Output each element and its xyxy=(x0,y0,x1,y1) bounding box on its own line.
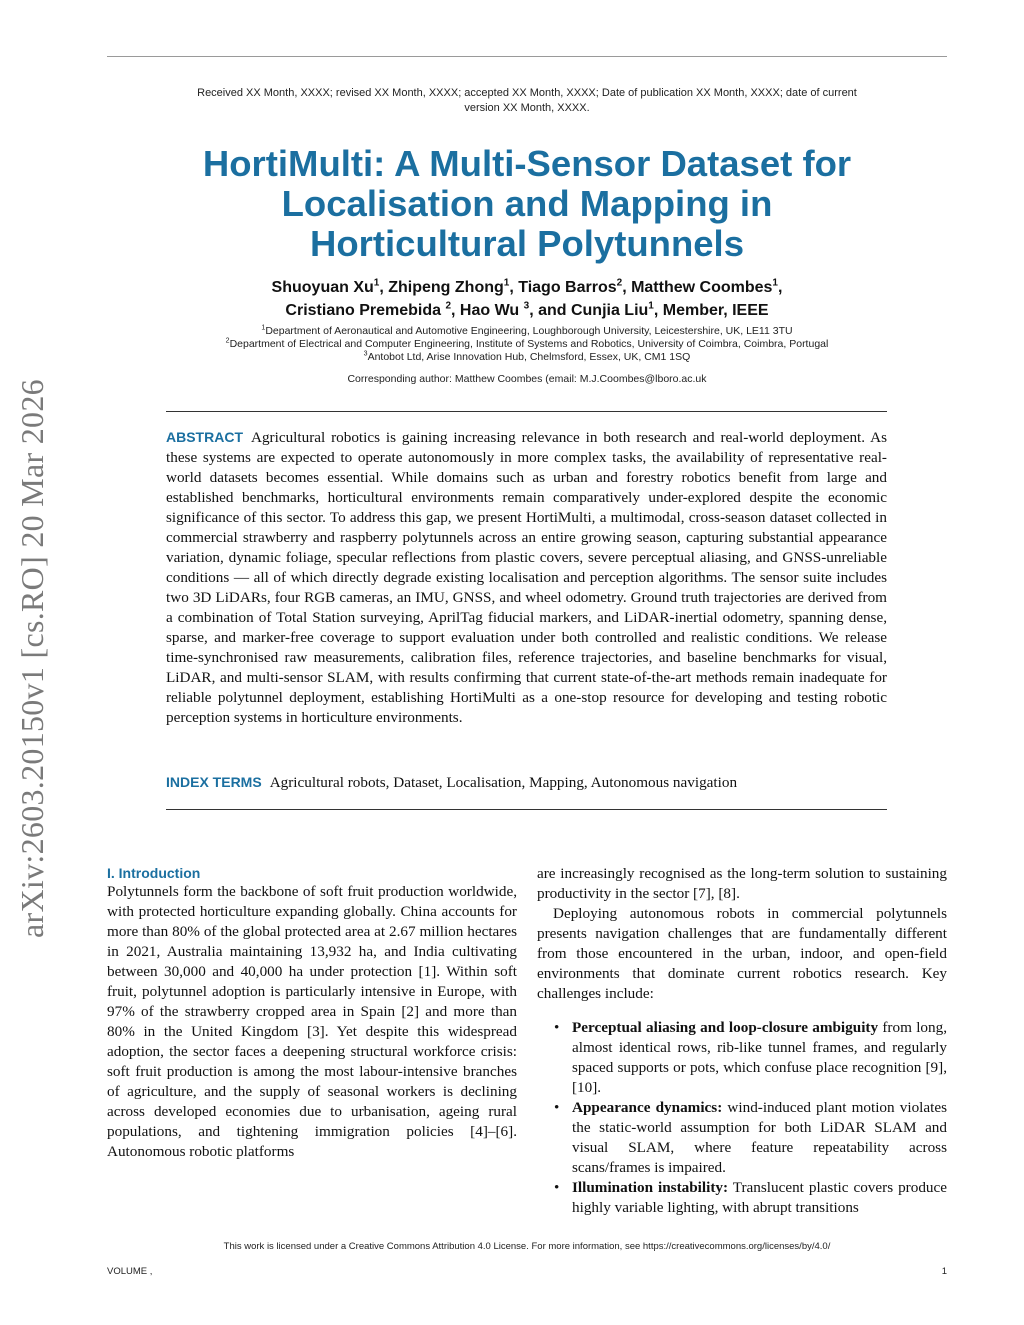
list-item-title: Appearance dynamics: xyxy=(572,1099,723,1116)
affiliation-3: $^3$Antobot Ltd, Arise Innovation Hub, Chelmsford, Essex, UK, CM1 1SQ xyxy=(363,350,691,363)
author-name: Cristiano Premebida xyxy=(285,302,446,319)
author-affiliation-mark: 1 xyxy=(503,277,510,289)
affiliations xyxy=(150,325,904,364)
author-affiliation-mark: 2 xyxy=(616,277,623,289)
author-name: Matthew Coombes xyxy=(631,279,773,296)
received-dates: Received XX Month, XXXX; revised XX Month, XXXX; accepted XX Month, XXXX; Date of publication XX Month, XXXX; date of current version XX Month, XXXX. xyxy=(197,87,857,114)
author-affiliation-mark: 1 xyxy=(648,300,654,312)
page-number: 1 xyxy=(941,1266,947,1277)
paper-title xyxy=(130,144,924,264)
challenge-list xyxy=(537,1018,947,1218)
affiliation-2: $^2$Department of Electrical and Computer Engineering, Institute of Systems and Robotics, University of Coimbra, Coimbra, Portugal xyxy=(225,337,829,350)
list-item-text: Translucent plastic covers produce highly variable lighting, with abrupt transitions xyxy=(572,1179,947,1216)
index-terms-text: Agricultural robots, Dataset, Localisation, Mapping, Autonomous navigation xyxy=(269,774,738,791)
abstract-bottom-rule xyxy=(166,809,887,810)
license-notice: This work is licensed under a Creative Commons Attribution 4.0 License. For more information, see https://creativecommons.org/licenses/by/4.0/ xyxy=(223,1241,831,1252)
intro-paragraph-2: Deploying autonomous robots in commercial polytunnels presents navigation challenges that are fundamentally different from those encountered in the urban, indoor, and open-field environments that dominate current robotics research. Key challenges include: xyxy=(537,905,947,1002)
author-affiliation-mark: 2 xyxy=(445,300,452,312)
right-column xyxy=(537,864,947,1218)
author-affiliation-mark: 3 xyxy=(523,300,530,312)
abstract-text: Agricultural robotics is gaining increasing relevance in both research and real-world deployment. As these systems are expected to operate autonomously in more complex tasks, the availability of representative real-world datasets becomes essential. While domains such as urban and forestry robotics benefit from large and established benchmarks, horticultural environments remain comparatively under-explored despite the economic significance of this sector. To address this gap, we present HortiMulti, a multimodal, cross-season dataset collected in commercial strawberry and raspberry polytunnels across an entire growing season, capturing substantial appearance variation, dynamic foliage, specular reflections from plastic covers, severe perceptual aliasing, and GNSS-unreliable conditions — all of which directly degrade existing localisation and perception algorithms. The sensor suite includes two 3D LiDARs, four RGB cameras, an IMU, GNSS, and wheel odometry. Ground truth trajectories are derived from a combination of Total Station surveying, AprilTag fiducial markers, and LiDAR-inertial odometry, spanning dense, sparse, and marker-free coverage to support evaluation under both controlled and realistic conditions. We release time-synchronised raw measurements, calibration files, reference trajectories, and baseline benchmarks for visual, LiDAR, and multi-sensor SLAM, with results confirming that current state-of-the-art methods remain inadequate for reliable polytunnel deployment, establishing HortiMulti as a one-stop resource for developing and testing robotic perception systems in horticulture environments. xyxy=(166,429,887,726)
list-item xyxy=(537,1098,947,1178)
corresponding-author: Corresponding author: Matthew Coombes (email: M.J.Coombes@lboro.ac.uk xyxy=(347,373,707,385)
abstract-top-rule xyxy=(166,411,887,412)
list-item-text: from long, almost identical rows, rib-like tunnel frames, and regularly spaced supports or pots, which confuse place recognition [9], [10]. xyxy=(572,1019,947,1096)
author-name: Shuoyuan Xu xyxy=(271,279,374,296)
author-line-2: Cristiano Premebida $^2$, Hao Wu $^3$, and Cunjia Liu$^1$, Member, IEEE xyxy=(285,300,769,319)
title-line-3: Horticultural Polytunnels xyxy=(310,223,744,264)
bullet-icon: • xyxy=(554,1099,560,1116)
author-line-1: Shuoyuan Xu$^1$, Zhipeng Zhong$^1$, Tiago Barros$^2$, Matthew Coombes$^1$, xyxy=(271,277,783,296)
author-list xyxy=(150,276,904,322)
left-column xyxy=(107,864,517,1162)
intro-paragraph-1: Polytunnels form the backbone of soft fruit production worldwide, with protected horticulture expanding globally. China accounts for more than 80% of the global protected area at 2.67 million hectares in 2021, Australia maintaining 13,932 ha, and India cultivating between 30,000 and 40,000 ha under protection [1]. Within soft fruit, polytunnel adoption is particularly intensive in Europe, with 97% of the strawberry cropped area in Spain [2] and more than 80% in the United Kingdom [3]. Yet despite this widespread adoption, the sector faces a deepening structural workforce crisis: soft fruit production is among the most labour-intensive branches of agriculture, and the supply of seasonal workers is declining across developed economies due to urbanisation, ageing rural populations, and tightening immigration policies [4]–[6]. Autonomous robotic platforms xyxy=(107,883,517,1160)
list-item-title: Illumination instability: xyxy=(572,1179,729,1196)
index-terms-label: INDEX TERMS xyxy=(166,774,262,790)
author-affiliation-mark: 1 xyxy=(772,277,778,289)
list-item xyxy=(537,1018,947,1098)
title-line-1: HortiMulti: A Multi-Sensor Dataset for xyxy=(202,143,852,184)
list-item xyxy=(537,1178,947,1218)
bullet-icon: • xyxy=(554,1019,560,1036)
section-heading: I. Introduction xyxy=(107,865,201,881)
list-item-text: wind-induced plant motion violates the static-world assumption for both LiDAR SLAM and visual SLAM, where feature repeatability across scans/frames is impaired. xyxy=(572,1099,947,1176)
author-name: Zhipeng Zhong xyxy=(388,279,504,296)
intro-paragraph-1-continued: are increasingly recognised as the long-term solution to sustaining productivity in the sector [7], [8]. xyxy=(537,865,947,902)
title-line-2: Localisation and Mapping in xyxy=(281,183,773,224)
author-affiliation-mark: 1 xyxy=(373,277,380,289)
volume-label: VOLUME , xyxy=(107,1266,153,1277)
abstract-label: ABSTRACT xyxy=(166,429,243,445)
author-name: Cunjia Liu xyxy=(570,302,649,319)
arxiv-stamp xyxy=(2,357,62,959)
list-item-title: Perceptual aliasing and loop-closure ambiguity xyxy=(572,1019,879,1036)
author-name: Hao Wu xyxy=(459,302,524,319)
author-name: Tiago Barros xyxy=(518,279,617,296)
abstract xyxy=(166,427,887,728)
bullet-icon: • xyxy=(554,1179,560,1196)
index-terms xyxy=(166,772,887,793)
affiliation-1: $^1$Department of Aeronautical and Automotive Engineering, Loughborough University, Leicestershire, UK, LE11 3TU xyxy=(261,324,793,337)
top-rule xyxy=(107,56,947,57)
arxiv-identifier: arXiv:2603.20150v1 [cs.RO] 20 Mar 2026 xyxy=(13,378,50,938)
